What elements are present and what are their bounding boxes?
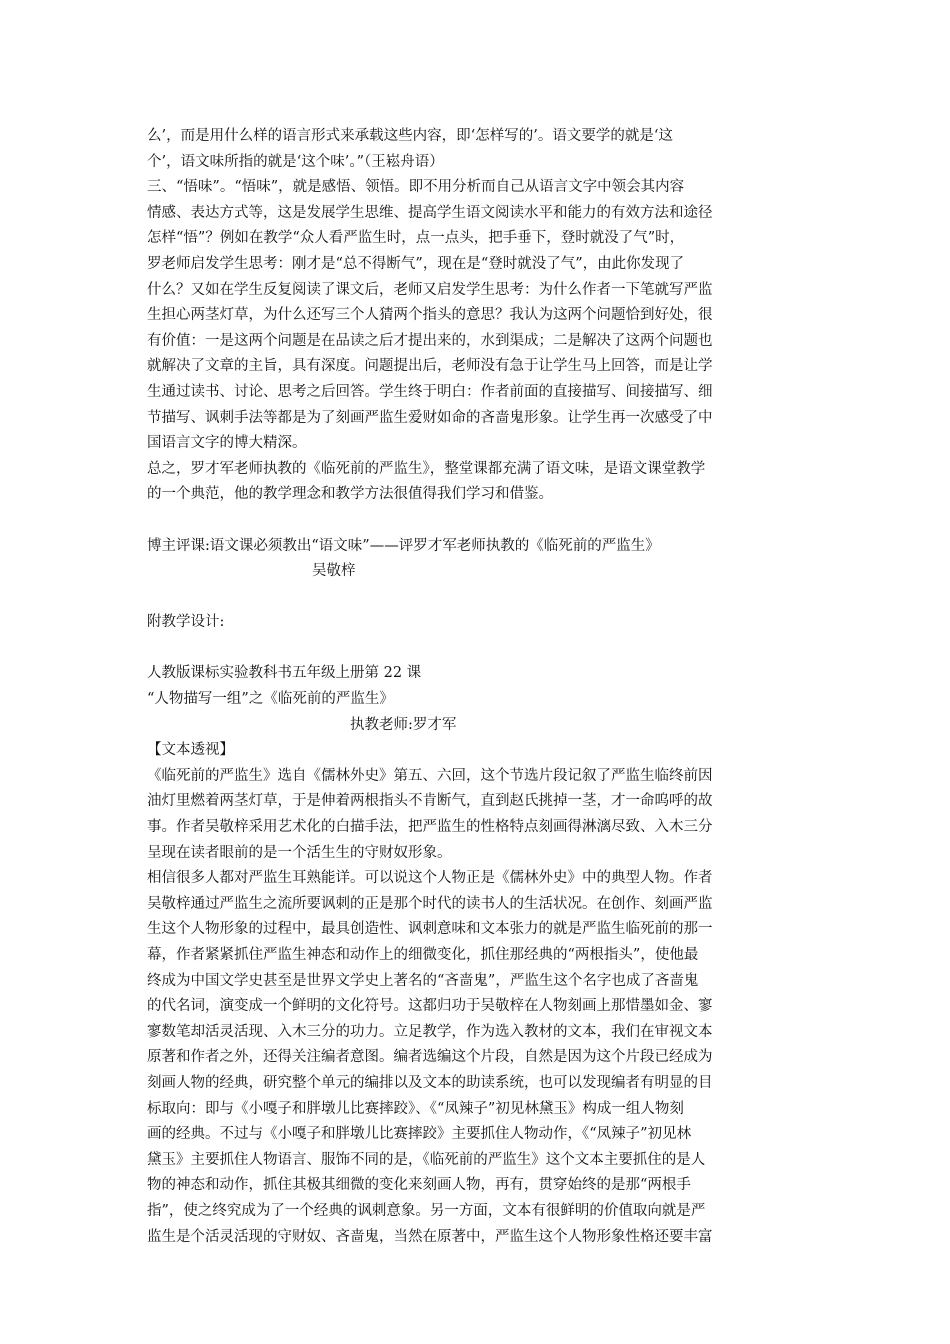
paragraph-line: 总之，罗才军老师执教的《临死前的严监生》，整堂课都充满了语文味，是语文课堂教学	[147, 460, 706, 477]
paragraph-line: 的代名词，演变成一个鲜明的文化符号。这都归功于吴敬梓在人物刻画上那惜墨如金、寥	[147, 998, 713, 1015]
spacer	[147, 636, 807, 662]
paragraph-line: 黛玉》主要抓住人物语言、服饰不同的是，《临死前的严监生》这个文本主要抓住的是人	[147, 1151, 706, 1168]
spacer	[147, 585, 807, 611]
paragraph-line: 指”，使之终究成为了一个经典的讽刺意象。另一方面，文本有很鲜明的价值取向就是严	[147, 1202, 706, 1219]
paragraph-line: 油灯里燃着两茎灯草，于是伸着两根指头不肯断气，直到赵氏挑掉一茎，才一命呜呼的故	[147, 793, 713, 810]
teacher-name: 执教老师:罗才军	[350, 716, 457, 733]
paragraph-line: 《临死前的严监生》选自《儒林外史》第五、六回，这个节选片段记叙了严监生临终前因	[147, 767, 713, 784]
textbook-info: 人教版课标实验教科书五年级上册第 22 课	[147, 665, 422, 682]
paragraph-line: 就解决了文章的主旨，具有深度。问题提出后，老师没有急于让学生马上回答，而是让学	[147, 358, 713, 375]
paragraph-line: 吴敬梓通过严监生之流所要讽刺的正是那个时代的读书人的生活状况。在创作、刻画严监	[147, 895, 713, 912]
paragraph-line: 的一个典范，他的教学理念和教学方法很值得我们学习和借鉴。	[147, 486, 553, 503]
paragraph-line: 幕，作者紧紧抓住严监生神态和动作上的细微变化，抓住那经典的“两根指头”，使他最	[147, 947, 699, 963]
paragraph-line: 监生是个活灵活现的守财奴、吝啬鬼，当然在原著中，严监生这个人物形象性格还要丰富	[147, 1228, 713, 1245]
paragraph-line: 原著和作者之外，还得关注编者意图。编者选编这个片段，自然是因为这个片段已经成为	[147, 1049, 713, 1066]
blog-title: 博主评课:语文课必须教出“语文味”——评罗才军老师执教的《临死前的严监生》	[147, 537, 660, 554]
author-name: 吴敬梓	[312, 563, 356, 580]
paragraph-line: 生担心两茎灯草，为什么还写三个人猜两个指头的意思？我认为这两个问题恰到好处，很	[147, 307, 713, 324]
paragraph-line: 刻画人物的经典，研究整个单元的编排以及文本的助读系统，也可以发现编者有明显的目	[147, 1074, 713, 1091]
paragraph-line: 事。作者吴敬梓采用艺术化的白描手法，把严监生的性格特点刻画得淋漓尽致、入木三分	[147, 819, 713, 836]
paragraph-line: 国语言文字的博大精深。	[147, 435, 307, 452]
section-heading: 【文本透视】	[147, 742, 234, 759]
paragraph-line: 情感、表达方式等，这是发展学生思维、提高学生语文阅读水平和能力的有效方法和途径	[147, 204, 713, 221]
paragraph-line: 三、“悟味”。“悟味”，就是感悟、领悟。即不用分析而自己从语言文字中领会其内容	[147, 179, 685, 196]
document-body	[147, 124, 807, 1250]
paragraph-line: 罗老师启发学生思考：刚才是“总不得断气”，现在是“登时就没了气”，由此你发现了	[147, 255, 685, 272]
paragraph-line: 么’，而是用什么样的语言形式来承载这些内容，即‘怎样写的’。语文要学的就是‘这	[147, 128, 673, 144]
paragraph-line: 生这个人物形象的过程中，最具创造性、讽刺意味和文本张力的就是严监生临死前的那一	[147, 921, 713, 938]
lesson-title: “人物描写一组”之《临死前的严监生》	[147, 691, 394, 708]
paragraph-line: 寥数笔却活灵活现、入木三分的功力。立足教学，作为选入教材的文本，我们在审视文本	[147, 1023, 713, 1040]
paragraph-line: 怎样“悟”？例如在教学“众人看严监生时，点一点头，把手垂下，登时就没了气”时，	[147, 230, 685, 247]
paragraph-line: 标取向：即与《小嘎子和胖墩儿比赛摔跤》、《“凤辣子”初见林黛玉》构成一组人物刻	[147, 1100, 684, 1117]
spacer	[147, 508, 807, 534]
paragraph-line: 个’，语文味所指的就是‘这个味’。”（王崧舟语）	[147, 153, 444, 170]
appendix-label: 附教学设计:	[147, 614, 225, 631]
paragraph-line: 物的神态和动作，抓住其极其细微的变化来刻画人物，再有，贯穿始终的是那“两根手	[147, 1177, 691, 1194]
paragraph-line: 节描写、讽刺手法等都是为了刻画严监生爱财如命的吝啬鬼形象。让学生再一次感受了中	[147, 409, 713, 426]
paragraph-line: 生通过读书、讨论、思考之后回答。学生终于明白：作者前面的直接描写、间接描写、细	[147, 383, 713, 400]
paragraph-line: 呈现在读者眼前的是一个活生生的守财奴形象。	[147, 844, 452, 861]
paragraph-line: 有价值：一是这两个问题是在品读之后才提出来的，水到渠成；二是解决了这两个问题也	[147, 332, 713, 349]
paragraph-line: 终成为中国文学史甚至是世界文学史上著名的“吝啬鬼”，严监生这个名字也成了吝啬鬼	[147, 972, 699, 989]
paragraph-line: 画的经典。不过与《小嘎子和胖墩儿比赛摔跤》主要抓住人物动作，《“凤辣子”初见林	[147, 1126, 692, 1143]
paragraph-line: 什么？又如在学生反复阅读了课文后，老师又启发学生思考：为什么作者一下笔就写严监	[147, 281, 713, 298]
paragraph-line: 相信很多人都对严监生耳熟能详。可以说这个人物正是《儒林外史》中的典型人物。作者	[147, 870, 713, 887]
